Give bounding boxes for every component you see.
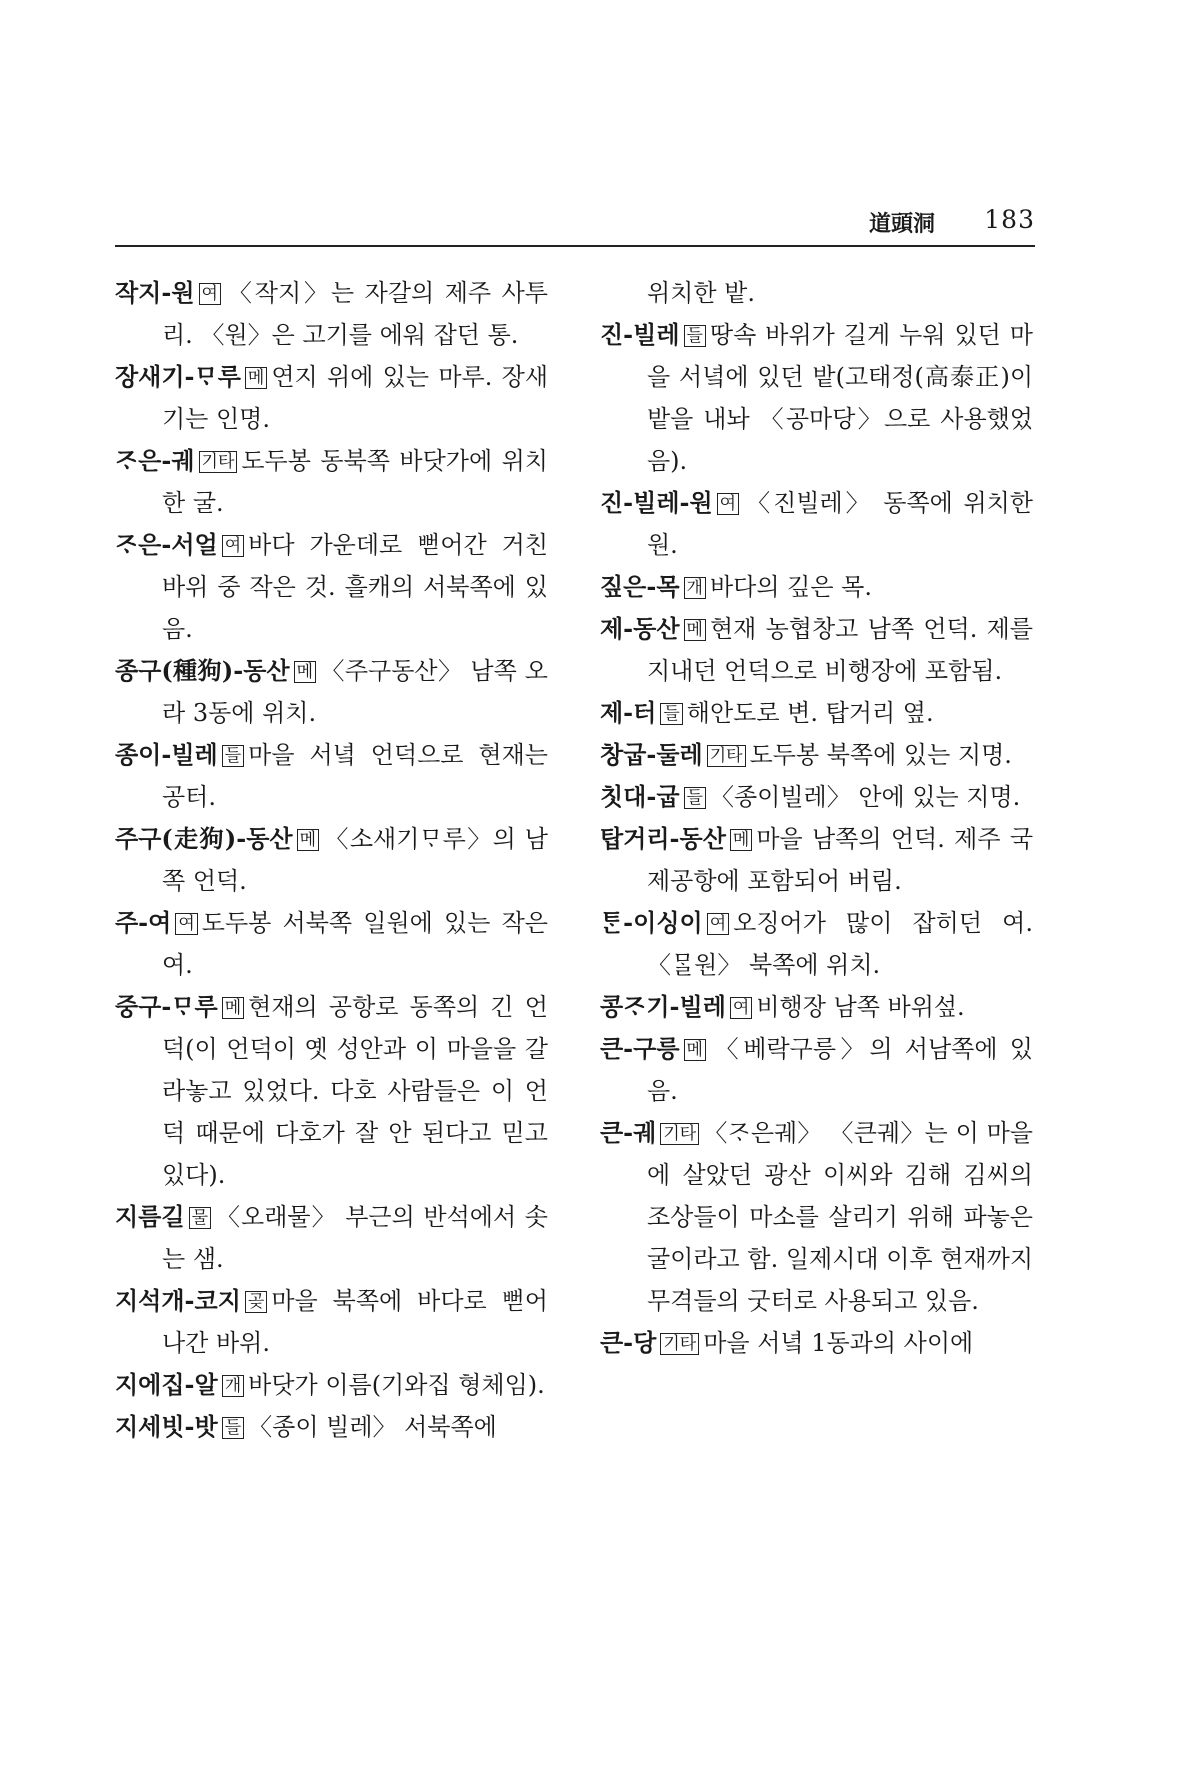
- entry-term: 주-여: [115, 908, 172, 937]
- category-badge: 기타: [660, 1333, 699, 1355]
- entry-term: 작지-원: [115, 278, 195, 307]
- dictionary-entry: [115, 818, 548, 902]
- left-column: [115, 272, 548, 1448]
- category-badge: 메: [245, 367, 267, 389]
- category-badge: 기타: [707, 745, 746, 767]
- dictionary-entry: [115, 650, 548, 734]
- dictionary-entry: [600, 482, 1033, 566]
- entry-description: 〈작지〉는 자갈의 제주 사투리. 〈원〉은 고기를 에워 잡던 통.: [162, 279, 548, 349]
- entry-term: 종이-빌레: [115, 740, 218, 769]
- dictionary-entry: [115, 1406, 548, 1448]
- dictionary-entry: [600, 566, 1033, 608]
- entry-term: 제-터: [600, 698, 657, 727]
- category-badge: 여: [717, 493, 739, 515]
- entry-description: 도두봉 북쪽에 있는 지명.: [749, 741, 1012, 769]
- right-column: [600, 272, 1033, 1364]
- section-title: 道頭洞: [868, 211, 935, 237]
- dictionary-entry: [600, 314, 1033, 482]
- category-badge: 개: [684, 577, 706, 599]
- entry-description: 바다의 깊은 목.: [709, 573, 872, 601]
- category-badge: 메: [297, 829, 319, 851]
- dictionary-entry: [600, 902, 1033, 986]
- category-badge: 들: [222, 1417, 244, 1439]
- category-badge: 기타: [199, 451, 238, 473]
- entry-term: 칫대-굽: [600, 782, 680, 811]
- entry-term: 지석개-코지: [115, 1286, 241, 1315]
- category-badge: 곶: [245, 1291, 267, 1313]
- entry-description: 바다 가운데로 뻗어간 거친 바위 중 작은 것. 흘캐의 서북쪽에 있음.: [162, 531, 548, 643]
- category-badge: 들: [222, 745, 244, 767]
- category-badge: 개: [222, 1375, 244, 1397]
- dictionary-entry: [115, 440, 548, 524]
- category-badge: 들: [660, 703, 682, 725]
- category-badge: 여: [199, 283, 221, 305]
- entry-term: 탑거리-동산: [600, 824, 726, 853]
- entry-description: 마을 서녘 1동과의 사이에: [703, 1329, 974, 1357]
- dictionary-entry: [600, 734, 1033, 776]
- category-badge: 기타: [660, 1123, 699, 1145]
- entry-term: 종구(種狗)-동산: [115, 656, 290, 685]
- dictionary-entry: [600, 1112, 1033, 1322]
- category-badge: 메: [684, 619, 706, 641]
- entry-term: 중구-ᄆᆞ루: [115, 992, 218, 1021]
- entry-term: 지름길: [115, 1202, 185, 1231]
- running-header: [115, 205, 1035, 247]
- dictionary-entry: [115, 986, 548, 1196]
- entry-term: ᄌᆞ은-궤: [115, 446, 195, 475]
- category-badge: 메: [222, 997, 244, 1019]
- category-badge: 들: [684, 325, 706, 347]
- dictionary-entry: [115, 902, 548, 986]
- dictionary-entry: [115, 272, 548, 356]
- category-badge: 물: [189, 1207, 211, 1229]
- entry-term: 큰-궤: [600, 1118, 657, 1147]
- category-badge: 들: [684, 787, 706, 809]
- entry-term: 진-빌레: [600, 320, 680, 349]
- entry-description: 비행장 남쪽 바위섶.: [756, 993, 965, 1021]
- dictionary-entry: [115, 356, 548, 440]
- dictionary-entry: [115, 524, 548, 650]
- category-badge: 여: [730, 997, 752, 1019]
- dictionary-entry: [600, 818, 1033, 902]
- entry-term: 콩ᄌᆞ기-빌레: [600, 992, 726, 1021]
- dictionary-entry: [115, 1364, 548, 1406]
- entry-description: 연지 위에 있는 마루. 장새기는 인명.: [162, 363, 548, 433]
- entry-term: 지에집-알: [115, 1370, 218, 1399]
- entry-term: 지세빗-밧: [115, 1412, 218, 1441]
- dictionary-entry: [115, 1196, 548, 1280]
- category-badge: 여: [222, 535, 244, 557]
- entry-term: 큰-구릉: [600, 1034, 680, 1063]
- entry-description: 마을 남쪽의 언덕. 제주 국제공항에 포함되어 버림.: [647, 825, 1033, 895]
- dictionary-entry: [600, 986, 1033, 1028]
- entry-description: 해안도로 변. 탑거리 옆.: [686, 699, 934, 727]
- dictionary-entry: [115, 1280, 548, 1364]
- entry-description: 현재 농협창고 남쪽 언덕. 제를 지내던 언덕으로 비행장에 포함됨.: [647, 615, 1033, 685]
- continued-text: 위치한 밭.: [647, 279, 755, 307]
- category-badge: 여: [175, 913, 197, 935]
- page-number: 183: [984, 205, 1035, 234]
- entry-term: 주구(走狗)-동산: [115, 824, 293, 853]
- entry-description: 오징어가 많이 잡히던 여. 〈ᄆᆞᆯ원〉 북쪽에 위치.: [647, 909, 1033, 979]
- dictionary-entry: [600, 1028, 1033, 1112]
- entry-description: 〈진빌레〉 동쪽에 위치한 원.: [647, 489, 1033, 559]
- entry-description: 〈소새기ᄆᆞ루〉의 남쪽 언덕.: [162, 825, 548, 895]
- entry-description: 〈ᄌᆞ은궤〉 〈큰궤〉는 이 마을에 살았던 광산 이씨와 김해 김씨의 조상들이 마소를 살리기 위해 파놓은 굴이라고 함. 일제시대 이후 현재까지 무격들의 굿터로 사용되고 있음.: [647, 1119, 1033, 1315]
- entry-description: 〈베락구릉〉의 서남쪽에 있음.: [647, 1035, 1033, 1105]
- entry-term: ᄌᆞ은-서얼: [115, 530, 218, 559]
- dictionary-entry: [600, 776, 1033, 818]
- entry-term: 제-동산: [600, 614, 680, 643]
- entry-description: 〈종이 빌레〉 서북쪽에: [248, 1413, 497, 1441]
- entry-description: 땅속 바위가 길게 누워 있던 마을 서녘에 있던 밭(고태정(高泰正)이 밭을 내놔 〈공마당〉으로 사용했었음).: [647, 321, 1033, 475]
- entry-description: 현재의 공항로 동쪽의 긴 언덕(이 언덕이 옛 성안과 이 마을을 갈라놓고 있었다. 다호 사람들은 이 언덕 때문에 다호가 잘 안 된다고 믿고 있다).: [162, 993, 548, 1189]
- entry-description: 바닷가 이름(기와집 형체임).: [248, 1371, 545, 1399]
- dictionary-entry: [600, 608, 1033, 692]
- entry-description: 〈오래물〉 부근의 반석에서 솟는 샘.: [162, 1203, 548, 1273]
- entry-description: 마을 서녘 언덕으로 현재는 공터.: [162, 741, 548, 811]
- dictionary-entry: [600, 692, 1033, 734]
- entry-description: 〈주구동산〉 남쪽 오라 3동에 위치.: [162, 657, 548, 727]
- category-badge: 메: [294, 661, 316, 683]
- entry-description: 도두봉 동북쪽 바닷가에 위치한 굴.: [162, 447, 548, 517]
- entry-term: ᄐᆞᆫ-이싱이: [600, 908, 703, 937]
- category-badge: 메: [684, 1039, 706, 1061]
- entry-term: 짚은-목: [600, 572, 680, 601]
- category-badge: 메: [730, 829, 752, 851]
- dictionary-entry: [115, 734, 548, 818]
- entry-term: 큰-당: [600, 1328, 657, 1357]
- entry-term: 진-빌레-원: [600, 488, 713, 517]
- entry-description: 〈종이빌레〉 안에 있는 지명.: [709, 783, 1021, 811]
- dictionary-entry: [600, 1322, 1033, 1364]
- entry-description: 마을 북쪽에 바다로 뻗어나간 바위.: [162, 1287, 548, 1357]
- entry-term: 장새기-ᄆᆞ루: [115, 362, 241, 391]
- entry-term: 창굽-둘레: [600, 740, 703, 769]
- entry-description: 도두봉 서북쪽 일원에 있는 작은 여.: [162, 909, 548, 979]
- category-badge: 여: [707, 913, 729, 935]
